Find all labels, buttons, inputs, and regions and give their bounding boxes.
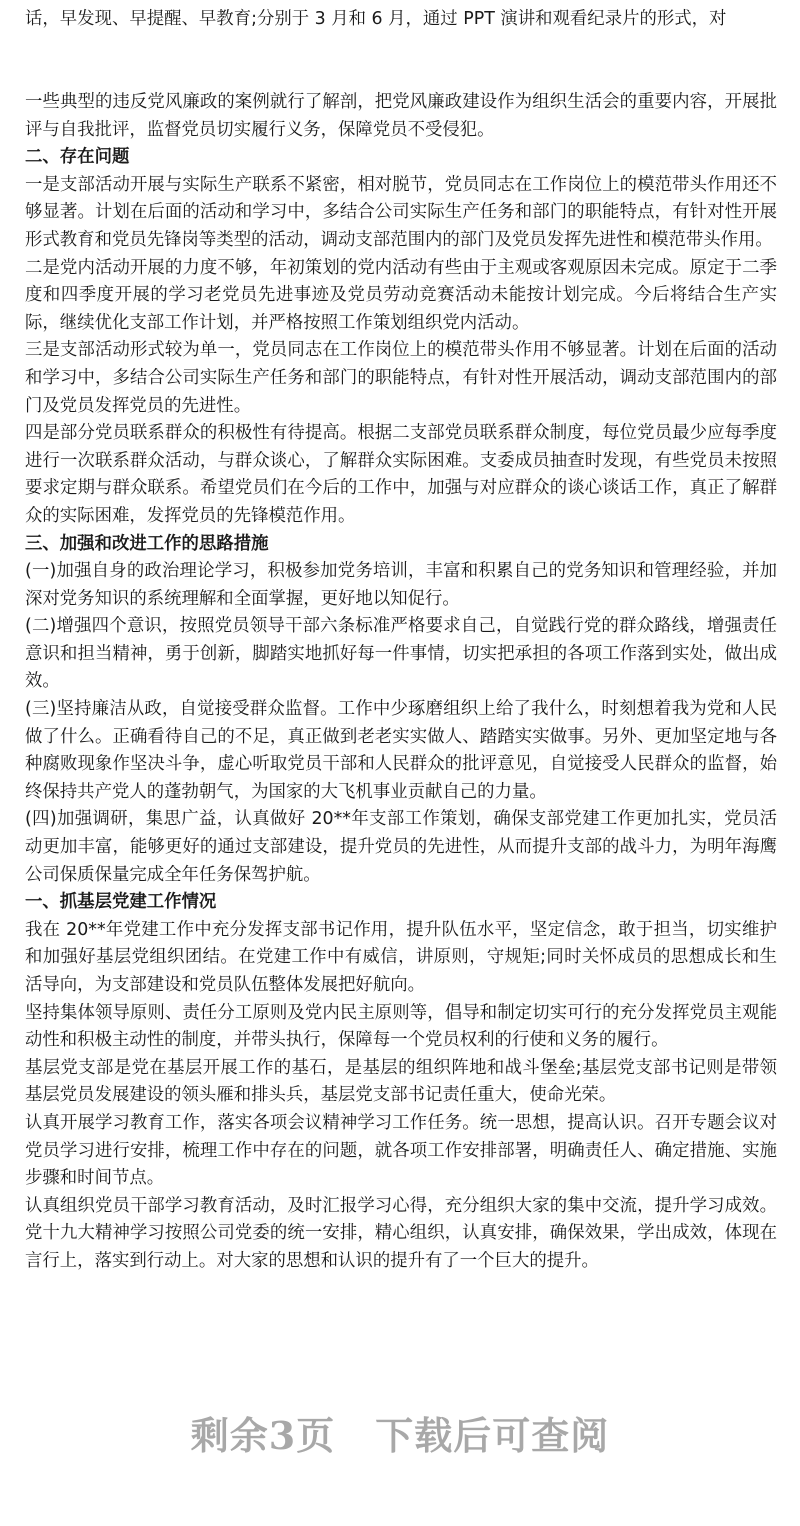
paragraph: 认真组织党员干部学习教育活动，及时汇报学习心得，充分组织大家的集中交流，提升学习成效。党十九大精神学习按照公司党委的统一安排，精心组织，认真安排，确保效果，学出成效，体现在言行上，落实到行动上。对大家的思想和认识的提升有了一个巨大的提升。: [25, 1195, 777, 1271]
paragraph: (四)加强调研，集思广益，认真做好 20**年支部工作策划，确保支部党建工作更加扎实，党员活动更加丰富，能够更好的通过支部建设，提升党员的先进性，从而提升支部的战斗力，为明年海鹰公司保质保量完成全年任务保驾护航。: [25, 809, 777, 885]
download-to-view-label[interactable]: 下载后可查阅: [375, 1413, 610, 1458]
section-heading: 二、存在问题: [25, 147, 130, 168]
paragraph: 三是支部活动形式较为单一，党员同志在工作岗位上的模范带头作用不够显著。计划在后面的活动和学习中，多结合公司实际生产任务和部门的职能特点，有针对性开展活动，调动支部范围内的部门及党员发挥党员的先进性。: [25, 340, 777, 416]
paragraph: 二是党内活动开展的力度不够，年初策划的党内活动有些由于主观或客观原因未完成。原定于二季度和四季度开展的学习老党员先进事迹及党员劳动竞赛活动未能按计划完成。今后将结合生产实际，继续优化支部工作计划，并严格按照工作策划组织党内活动。: [25, 257, 777, 333]
remaining-pages-label: 剩余3页: [190, 1413, 336, 1458]
paragraph: 坚持集体领导原则、责任分工原则及党内民主原则等，倡导和制定切实可行的充分发挥党员主观能动性和积极主动性的制度，并带头执行，保障每一个党员权利的行使和义务的履行。: [25, 1002, 777, 1051]
paragraph: 四是部分党员联系群众的积极性有待提高。根据二支部党员联系群众制度，每位党员最少应每季度进行一次联系群众活动，与群众谈心，了解群众实际困难。支委成员抽查时发现，有些党员未按照要求定期与群众联系。希望党员们在今后的工作中，加强与对应群众的谈心谈话工作，真正了解群众的实际困难，发挥党员的先锋模范作用。: [25, 423, 777, 526]
download-prompt[interactable]: [0, 1413, 800, 1458]
section-heading: 一、抓基层党建工作情况: [25, 892, 217, 913]
paragraph-line: 话，早发现、早提醒、早教育;分别于 3 月和 6 月，通过 PPT 演讲和观看纪录片的形式，对: [25, 9, 727, 29]
paragraph: 基层党支部是党在基层开展工作的基石，是基层的组织阵地和战斗堡垒;基层党支部书记则是带领基层党员发展建设的领头雁和排头兵，基层党支部书记责任重大，使命光荣。: [25, 1057, 777, 1106]
section-heading: 三、加强和改进工作的思路措施: [25, 533, 269, 554]
paragraph: 一些典型的违反党风廉政的案例就行了解剖，把党风廉政建设作为组织生活会的重要内容，开展批评与自我批评，监督党员切实履行义务，保障党员不受侵犯。: [25, 92, 777, 140]
document-body: [25, 89, 777, 1276]
paragraph: (三)坚持廉洁从政，自觉接受群众监督。工作中少琢磨组织上给了我什么，时刻想着我为党和人民做了什么。正确看待自己的不足，真正做到老老实实做人、踏踏实实做事。另外、更加坚定地与各种腐败现象作坚决斗争，虚心听取党员干部和人民群众的批评意见，自觉接受人民群众的监督，始终保持共产党人的蓬勃朝气，为国家的大飞机事业贡献自己的力量。: [25, 699, 777, 802]
paragraph: (一)加强自身的政治理论学习，积极参加党务培训，丰富和积累自己的党务知识和管理经验，并加深对党务知识的系统理解和全面掌握，更好地以知促行。: [25, 561, 777, 609]
paragraph: 我在 20**年党建工作中充分发挥支部书记作用，提升队伍水平，坚定信念，敢于担当，切实维护和加强好基层党组织团结。在党建工作中有威信，讲原则，守规矩;同时关怀成员的思想成长和生活导向，为支部建设和党员队伍整体发展把好航向。: [25, 919, 777, 995]
page-top-fragment: [25, 6, 777, 34]
paragraph: 一是支部活动开展与实际生产联系不紧密，相对脱节，党员同志在工作岗位上的模范带头作用还不够显著。计划在后面的活动和学习中，多结合公司实际生产任务和部门的职能特点，有针对性开展形式教育和党员先锋岗等类型的活动，调动支部范围内的部门及党员发挥先进性和模范带头作用。: [25, 174, 777, 250]
paragraph: (二)增强四个意识，按照党员领导干部六条标准严格要求自己，自觉践行党的群众路线，增强责任意识和担当精神，勇于创新，脚踏实地抓好每一件事情，切实把承担的各项工作落到实处，做出成效。: [25, 616, 777, 692]
paragraph: 认真开展学习教育工作，落实各项会议精神学习工作任务。统一思想，提高认识。召开专题会议对党员学习进行安排，梳理工作中存在的问题，就各项工作安排部署，明确责任人、确定措施、实施步骤和时间节点。: [25, 1112, 777, 1189]
